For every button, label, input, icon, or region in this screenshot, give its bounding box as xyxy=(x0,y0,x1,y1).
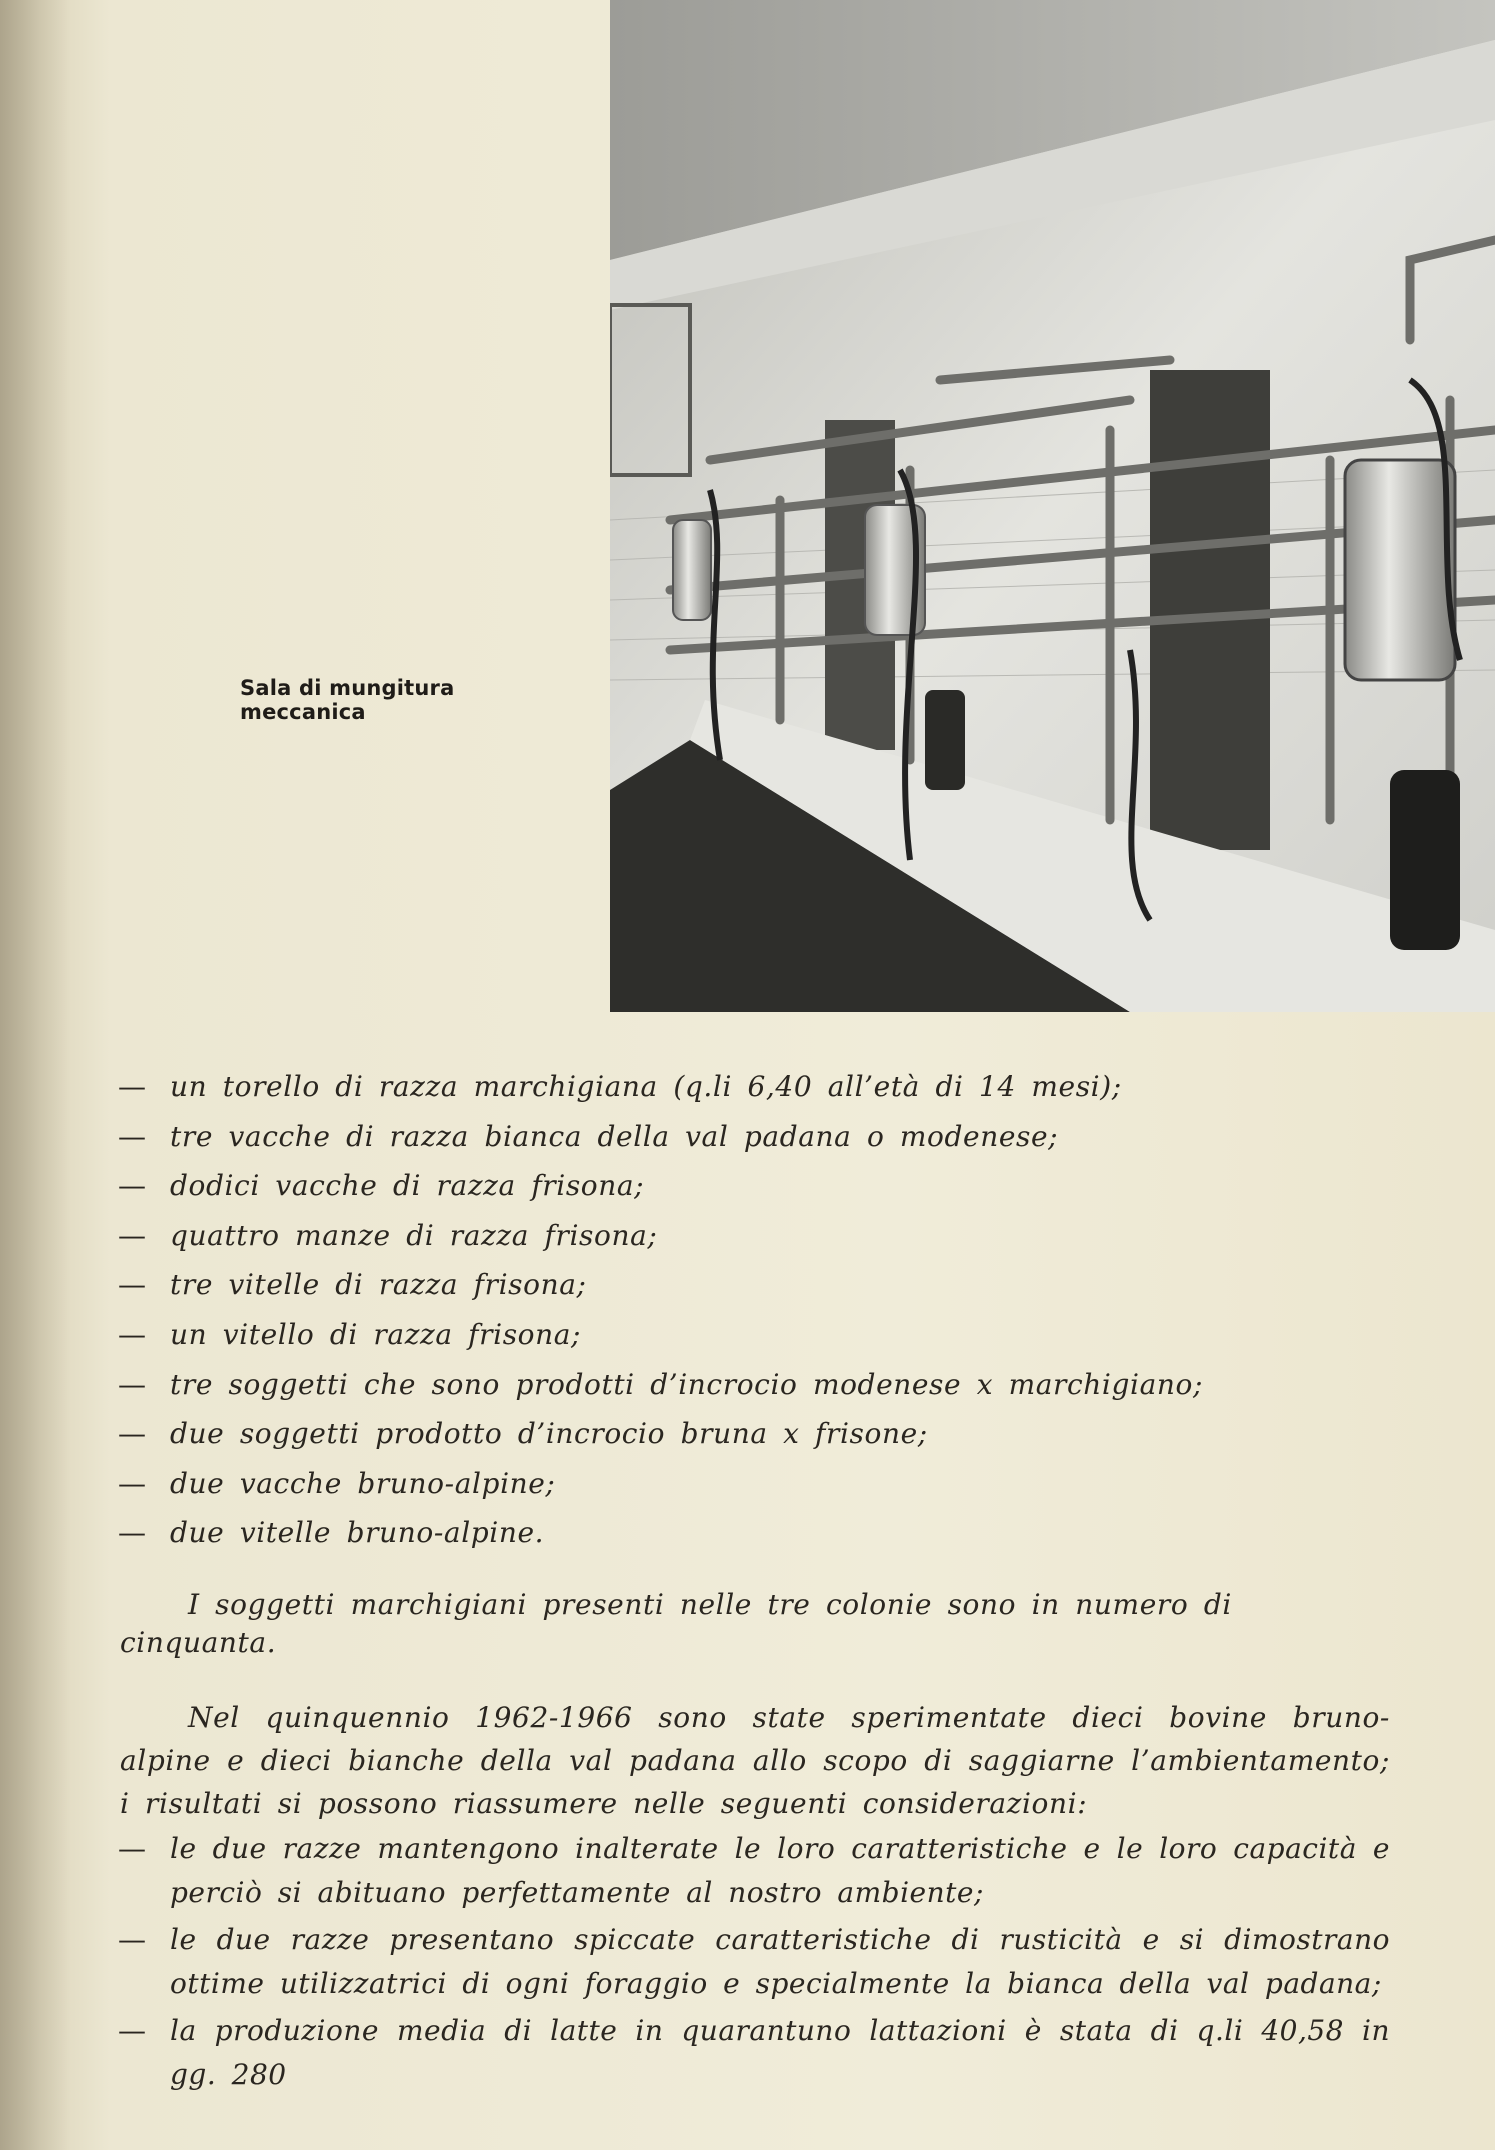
dash: — xyxy=(118,1832,147,1865)
list-item: — due vacche bruno-alpine; xyxy=(118,1459,1418,1509)
list-item: — la produzione media di latte in quarantuno lattazioni è stata di q.li 40,58 in gg. 280 xyxy=(118,2009,1390,2097)
list-item: — tre vitelle di razza frisona; xyxy=(118,1260,1418,1310)
cattle-list xyxy=(118,1062,1418,1558)
list-item: — le due razze presentano spiccate caratteristiche di rusticità e si dimostrano ottime utilizzatrici di ogni foraggio e specialmente la bianca della val padana; xyxy=(118,1918,1390,2006)
list-item: — due vitelle bruno-alpine. xyxy=(118,1508,1418,1558)
dash: — xyxy=(118,1218,147,1252)
photo-caption: Sala di mungitura meccanica xyxy=(240,676,455,724)
dash: — xyxy=(118,1268,147,1302)
dash: — xyxy=(118,1119,147,1153)
dash: — xyxy=(118,1466,147,1500)
list-item: — un vitello di razza frisona; xyxy=(118,1310,1418,1360)
page-gutter-shadow xyxy=(0,0,70,2150)
paragraph-experiment: Nel quinquennio 1962-1966 sono state sperimentate dieci bovine bruno-alpine e dieci bianche della val padana allo scopo di saggiarne l’ambientamento; i risultati si possono riassumere nelle seguenti considerazioni: xyxy=(120,1701,1390,1820)
list-item: — due soggetti prodotto d’incrocio bruna x frisone; xyxy=(118,1409,1418,1459)
paragraph-marchigiani: I soggetti marchigiani presenti nelle tre colonie sono in numero di cinquanta. xyxy=(120,1588,1232,1659)
dash: — xyxy=(118,1516,147,1550)
dash: — xyxy=(118,1169,147,1203)
dash: — xyxy=(118,1317,147,1351)
dash: — xyxy=(118,2014,147,2047)
dash: — xyxy=(118,1070,147,1103)
list-item: — tre vacche di razza bianca della val padana o modenese; xyxy=(118,1112,1418,1162)
list-item: — tre soggetti che sono prodotti d’incrocio modenese x marchigiano; xyxy=(118,1360,1418,1410)
dash: — xyxy=(118,1923,147,1956)
list-item: — dodici vacche di razza frisona; xyxy=(118,1161,1418,1211)
dash: — xyxy=(118,1367,147,1401)
dash: — xyxy=(118,1417,147,1451)
considerations-list xyxy=(118,1827,1390,2100)
list-item: — quattro manze di razza frisona; xyxy=(118,1211,1418,1261)
list-item: — le due razze mantengono inalterate le loro caratteristiche e le loro capacità e perciò si abituano perfettamente al nostro ambiente; xyxy=(118,1827,1390,1915)
milking-room-photo xyxy=(610,0,1495,1012)
list-item: — un torello di razza marchigiana (q.li 6,40 all’età di 14 mesi); xyxy=(118,1062,1418,1112)
